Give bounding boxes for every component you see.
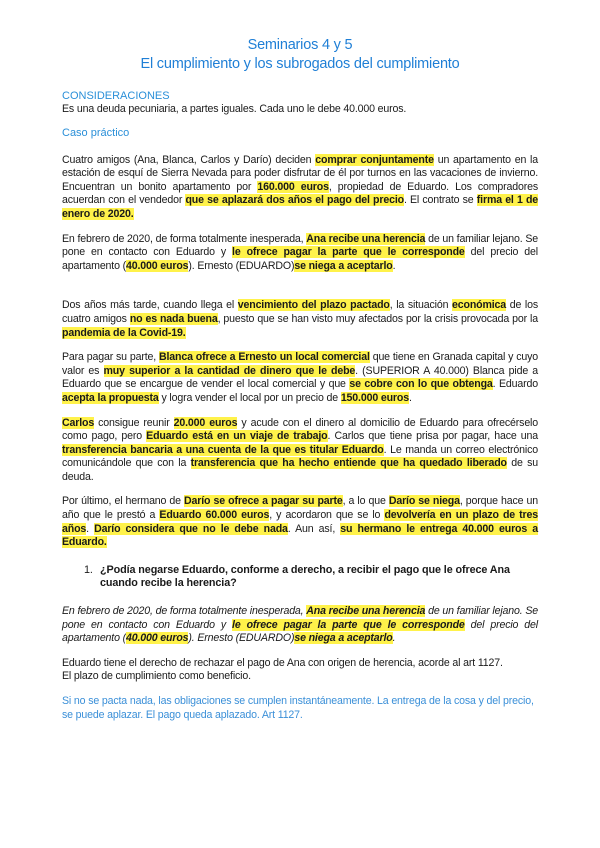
- highlight: Eduardo está en un viaje de trabajo: [146, 430, 328, 443]
- highlight: Ana recibe una herencia: [306, 232, 426, 245]
- highlight: 20.000 euros: [173, 416, 238, 429]
- highlight: su hermano le entrega 40.000 euros a Eduardo.: [62, 522, 538, 549]
- highlight: Ana recibe una herencia: [306, 605, 426, 618]
- paragraph-2: En febrero de 2020, de forma totalmente inesperada, Ana recibe una herencia de un familiar lejano. Se pone en contacto con Eduardo y le ofrece pagar la parte que le corresponde del precio del apartamento (40.000 euros). Ernesto (EDUARDO)se niega a aceptarlo.: [62, 232, 539, 272]
- answer-line-1: Eduardo tiene el derecho de rechazar el pago de Ana con origen de herencia, acorde al art 1127.: [62, 656, 503, 669]
- highlight: se niega a aceptarlo: [294, 259, 393, 272]
- highlight: acepta la propuesta: [62, 391, 159, 404]
- paragraph-6: Por último, el hermano de Darío se ofrece a pagar su parte, a lo que Darío se niega, porque hace un año que le prestó a Eduardo 60.000 euros, y acordaron que se lo devolvería en un plazo de tres años. Darío considera que no le debe nada. Aun así, su hermano le entrega 40.000 euros a Eduardo.: [62, 495, 538, 549]
- highlight: transferencia bancaria a una cuenta de la que es titular Eduardo: [62, 443, 384, 456]
- highlight: le ofrece pagar la parte que le corresponde: [232, 618, 465, 631]
- highlight: Eduardo 60.000 euros: [159, 509, 270, 522]
- question-1: [62, 564, 538, 591]
- highlight: Darío se niega: [388, 495, 460, 508]
- document-title: [62, 36, 538, 74]
- highlight: Blanca ofrece a Ernesto un local comercial: [159, 351, 370, 364]
- highlight: le ofrece pagar la parte que le corresponde: [232, 246, 465, 259]
- highlight: Carlos: [62, 416, 95, 429]
- highlight: comprar conjuntamente: [315, 153, 434, 166]
- highlight: firma el 1 de enero de 2020.: [62, 194, 539, 220]
- highlight: 40.000 euros: [126, 259, 189, 272]
- consideraciones-heading: CONSIDERACIONES: [62, 90, 170, 102]
- title-line-1: Seminarios 4 y 5: [247, 37, 353, 53]
- paragraph-3: Dos años más tarde, cuando llega el vencimiento del plazo pactado, la situación económica de los cuatro amigos no es nada buena, puesto que se han visto muy afectados por la crisis provocada por la pandemia de la Covid-19.: [62, 299, 538, 339]
- highlight: se niega a aceptarlo: [294, 632, 393, 645]
- question-number: 1.: [84, 563, 93, 576]
- consideraciones-text: Es una deuda pecuniaria, a partes iguales. Cada uno le debe 40.000 euros.: [62, 103, 407, 115]
- paragraph-4: Para pagar su parte, Blanca ofrece a Ernesto un local comercial que tiene en Granada capital y cuyo valor es muy superior a la cantidad de dinero que le debe. (SUPERIOR A 40.000) Blanca pide a Eduardo que se encargue de vender el local comercial y que se cobre con lo que obtenga. Eduardo acepta la propuesta y logra vender el local por un precio de 150.000 euros.: [62, 351, 539, 404]
- highlight: devolvería en un plazo de tres años: [62, 509, 538, 535]
- paragraph-1: Cuatro amigos (Ana, Blanca, Carlos y Darío) deciden comprar conjuntamente un apartamento en la estación de esquí de Sierra Nevada para poder disfrutar de él por turnos en las vacaciones de invierno. Encuentran un bonito apartamento por 160.000 euros, propiedad de Eduardo. Los compradores acuerdan con el vendedor que se aplazará dos años el pago del precio. El contrato se firma el 1 de enero de 2020.: [62, 153, 539, 220]
- highlight: Darío se ofrece a pagar su parte: [184, 495, 343, 508]
- highlight: 40.000 euros: [126, 632, 189, 645]
- highlight: económica: [452, 299, 507, 312]
- highlight: se cobre con lo que obtenga: [349, 378, 493, 391]
- title-line-2: El cumplimiento y los subrogados del cumplimiento: [140, 56, 460, 72]
- answer-note: Si no se pacta nada, las obligaciones se cumplen instantáneamente. La entrega de la cosa y del precio, se puede aplazar. El pago queda aplazado. Art 1127.: [62, 695, 534, 721]
- highlight: transferencia que ha hecho entiende que ha quedado liberado: [190, 457, 507, 470]
- highlight: Darío considera que no le debe nada: [94, 522, 288, 535]
- highlight: muy superior a la cantidad de dinero que le debe: [103, 364, 356, 377]
- answer-line-2: El plazo de cumplimiento como beneficio.: [62, 670, 251, 683]
- highlight: 160.000 euros: [257, 180, 329, 193]
- paragraph-5: Carlos consigue reunir 20.000 euros y acude con el dinero al domicilio de Eduardo para ofrecérselo como pago, pero Eduardo está en un viaje de trabajo. Carlos que tiene prisa por pagar, hace una transferencia bancaria a una cuenta de la que es titular Eduardo. Le manda un correo electrónico comunicándole que con la transferencia que ha hecho entiende que ha quedado liberado de su deuda.: [62, 416, 539, 483]
- highlight: vencimiento del plazo pactado: [237, 299, 390, 312]
- caso-practico-heading: Caso práctico: [62, 126, 130, 139]
- answer-quote: En febrero de 2020, de forma totalmente inesperada, Ana recibe una herencia de un familiar lejano. Se pone en contacto con Eduardo y le ofrece pagar la parte que le corresponde del precio del apartamento (40.000 euros). Ernesto (EDUARDO)se niega a aceptarlo.: [62, 605, 539, 645]
- highlight: no es nada buena: [129, 312, 218, 325]
- highlight: 150.000 euros: [340, 391, 409, 404]
- highlight: que se aplazará dos años el pago del precio: [185, 194, 404, 207]
- highlight: pandemia de la Covid-19.: [62, 326, 186, 339]
- question-text: ¿Podía negarse Eduardo, conforme a derecho, a recibir el pago que le ofrece Ana cuando recibe la herencia?: [100, 563, 510, 590]
